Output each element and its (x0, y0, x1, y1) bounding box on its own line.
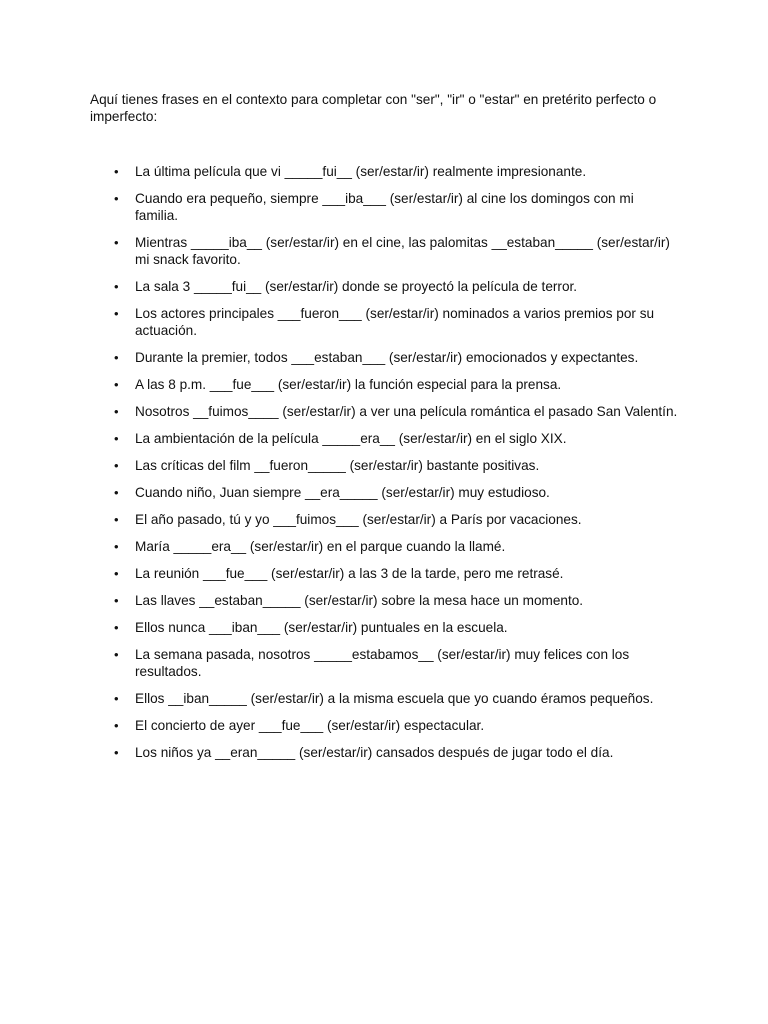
exercise-item (90, 538, 680, 555)
bullet-icon: • (114, 350, 119, 365)
bullet-icon: • (114, 191, 119, 206)
exercise-item (90, 565, 680, 582)
exercise-item (90, 690, 680, 707)
bullet-icon: • (114, 164, 119, 179)
exercise-item (90, 190, 680, 224)
bullet-icon: • (114, 306, 119, 321)
bullet-icon: • (114, 279, 119, 294)
exercise-item (90, 234, 680, 268)
exercise-item (90, 349, 680, 366)
exercise-text: María _____era__ (ser/estar/ir) en el parque cuando la llamé. (135, 539, 506, 554)
exercise-text: La ambientación de la película _____era__ (ser/estar/ir) en el siglo XIX. (135, 431, 567, 446)
exercise-item (90, 457, 680, 474)
exercise-text: Los actores principales ___fueron___ (ser/estar/ir) nominados a varios premios por su actuación. (135, 306, 655, 338)
exercise-text: Las llaves __estaban_____ (ser/estar/ir) sobre la mesa hace un momento. (135, 593, 584, 608)
intro-paragraph: Aquí tienes frases en el contexto para completar con "ser", "ir" o "estar" en pretérito perfecto o imperfecto: (90, 92, 657, 124)
exercise-text: Los niños ya __eran_____ (ser/estar/ir) cansados después de jugar todo el día. (135, 745, 614, 760)
exercise-item (90, 592, 680, 609)
bullet-icon: • (114, 691, 119, 706)
exercise-item (90, 646, 680, 680)
exercise-item (90, 430, 680, 447)
exercise-text: Cuando era pequeño, siempre ___iba___ (ser/estar/ir) al cine los domingos con mi familia. (135, 191, 634, 223)
exercise-text: Nosotros __fuimos____ (ser/estar/ir) a ver una película romántica el pasado San Valentín. (135, 404, 678, 419)
exercise-item (90, 403, 680, 420)
bullet-icon: • (114, 593, 119, 608)
bullet-icon: • (114, 566, 119, 581)
bullet-icon: • (114, 539, 119, 554)
bullet-icon: • (114, 647, 119, 662)
exercise-text: La reunión ___fue___ (ser/estar/ir) a las 3 de la tarde, pero me retrasé. (135, 566, 564, 581)
bullet-icon: • (114, 620, 119, 635)
exercise-list (90, 163, 680, 771)
exercise-text: La semana pasada, nosotros _____estabamos__ (ser/estar/ir) muy felices con los resultados. (135, 647, 630, 679)
bullet-icon: • (114, 458, 119, 473)
bullet-icon: • (114, 512, 119, 527)
exercise-item (90, 511, 680, 528)
exercise-item (90, 717, 680, 734)
exercise-text: El año pasado, tú y yo ___fuimos___ (ser/estar/ir) a París por vacaciones. (135, 512, 582, 527)
exercise-text: Ellos __iban_____ (ser/estar/ir) a la misma escuela que yo cuando éramos pequeños. (135, 691, 654, 706)
exercise-item (90, 305, 680, 339)
exercise-item (90, 484, 680, 501)
exercise-item (90, 619, 680, 636)
bullet-icon: • (114, 377, 119, 392)
exercise-text: A las 8 p.m. ___fue___ (ser/estar/ir) la función especial para la prensa. (135, 377, 562, 392)
exercise-text: El concierto de ayer ___fue___ (ser/estar/ir) espectacular. (135, 718, 485, 733)
exercise-item (90, 278, 680, 295)
bullet-icon: • (114, 485, 119, 500)
exercise-text: Cuando niño, Juan siempre __era_____ (ser/estar/ir) muy estudioso. (135, 485, 550, 500)
exercise-item (90, 376, 680, 393)
exercise-text: La sala 3 _____fui__ (ser/estar/ir) donde se proyectó la película de terror. (135, 279, 578, 294)
exercise-text: La última película que vi _____fui__ (ser/estar/ir) realmente impresionante. (135, 164, 587, 179)
bullet-icon: • (114, 745, 119, 760)
exercise-item (90, 744, 680, 761)
bullet-icon: • (114, 431, 119, 446)
exercise-text: Mientras _____iba__ (ser/estar/ir) en el cine, las palomitas __estaban_____ (ser/estar/ir) mi snack favorito. (135, 235, 670, 267)
exercise-text: Las críticas del film __fueron_____ (ser/estar/ir) bastante positivas. (135, 458, 540, 473)
exercise-text: Ellos nunca ___iban___ (ser/estar/ir) puntuales en la escuela. (135, 620, 508, 635)
bullet-icon: • (114, 404, 119, 419)
bullet-icon: • (114, 718, 119, 733)
exercise-item (90, 163, 680, 180)
exercise-text: Durante la premier, todos ___estaban___ (ser/estar/ir) emocionados y expectantes. (135, 350, 639, 365)
bullet-icon: • (114, 235, 119, 250)
